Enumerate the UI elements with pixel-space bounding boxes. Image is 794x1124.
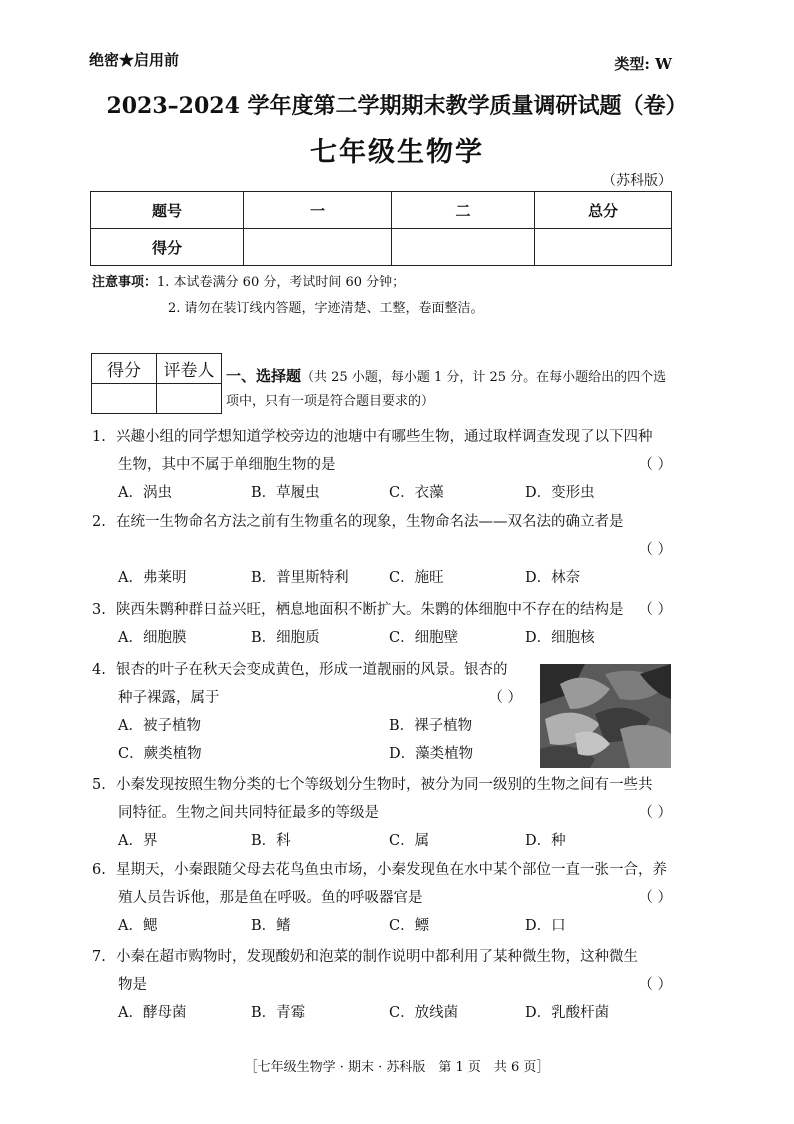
option-a: A．细胞膜 — [118, 630, 187, 646]
score-table-cell: 一 — [244, 192, 392, 229]
question-text-line-1: 小秦在超市购物时，发现酸奶和泡菜的制作说明中都利用了某种微生物，这种微生 — [116, 949, 638, 965]
option-a: A．鳃 — [118, 918, 158, 934]
option-a: A．酵母菌 — [118, 1005, 187, 1021]
options-row — [92, 912, 676, 940]
option-b: B．青霉 — [251, 1005, 306, 1021]
ginkgo-leaves-photo — [540, 664, 671, 768]
options-row — [92, 479, 676, 507]
answer-bracket: （ ） — [638, 977, 672, 993]
option-b: B．草履虫 — [251, 485, 320, 501]
option-b: B．鳍 — [251, 918, 291, 934]
question-number: 1. — [92, 429, 106, 445]
question-number: 7. — [92, 949, 106, 965]
score-table-cell — [244, 229, 392, 266]
option-a: A．界 — [118, 833, 158, 849]
question-text-line-2: 种子裸露，属于 — [118, 690, 220, 706]
option-d: D．种 — [525, 833, 566, 849]
question-text-line-1: 在统一生物命名方法之前有生物重名的现象，生物命名法——双名法的确立者是 — [116, 514, 624, 530]
score-table — [90, 191, 672, 266]
section-description: （共 25 小题，每小题 1 分，计 25 分。在每小题给出的四个选项中，只有一项是符合题目要求的） — [226, 370, 667, 409]
notice-label: 注意事项： — [92, 275, 158, 290]
answer-bracket: （ ） — [638, 805, 672, 821]
option-d: D．林奈 — [525, 570, 581, 586]
question-text-line-1: 银杏的叶子在秋天会变成黄色，形成一道靓丽的风景。银杏的 — [116, 662, 508, 678]
answer-bracket: （ ） — [488, 690, 522, 706]
score-table-cell: 得分 — [91, 229, 244, 266]
question-3 — [92, 596, 676, 652]
question-5 — [92, 771, 676, 855]
option-d: D．藻类植物 — [389, 746, 474, 762]
notice-block — [92, 270, 484, 322]
question-7 — [92, 943, 676, 1027]
question-text-line-2: 殖人员告诉他，那是鱼在呼吸。鱼的呼吸器官是 — [118, 890, 423, 906]
option-c: C．施旺 — [389, 570, 444, 586]
option-c: C．衣藻 — [389, 485, 444, 501]
option-a: A．被子植物 — [118, 718, 201, 734]
notice-line-2: 2. 请勿在装订线内答题，字迹清楚、工整，卷面整洁。 — [168, 301, 484, 316]
option-b: B．细胞质 — [251, 630, 320, 646]
question-text-line-2: 生物，其中不属于单细胞生物的是 — [118, 457, 336, 473]
question-text-line-1: 陕西朱鹮种群日益兴旺，栖息地面积不断扩大。朱鹮的体细胞中不存在的结构是 — [116, 602, 624, 618]
option-d: D．乳酸杆菌 — [525, 1005, 610, 1021]
question-number: 5. — [92, 777, 106, 793]
score-table-cell — [535, 229, 672, 266]
option-d: D．变形虫 — [525, 485, 595, 501]
option-c: C．蕨类植物 — [118, 746, 202, 762]
score-table-cell: 二 — [392, 192, 535, 229]
score-table-cell: 题号 — [91, 192, 244, 229]
section-heading — [226, 364, 676, 414]
option-c: C．放线菌 — [389, 1005, 459, 1021]
option-c: C．属 — [389, 833, 430, 849]
score-table-cell — [392, 229, 535, 266]
options-row — [92, 827, 676, 855]
answer-bracket: （ ） — [638, 602, 672, 618]
score-table-cell: 总分 — [535, 192, 672, 229]
question-4 — [92, 656, 532, 768]
question-number: 4. — [92, 662, 106, 678]
option-b: B．科 — [251, 833, 291, 849]
question-number: 3. — [92, 602, 106, 618]
option-c: C．鳔 — [389, 918, 430, 934]
answer-bracket: （ ） — [638, 890, 672, 906]
option-d: D．细胞核 — [525, 630, 595, 646]
question-text-line-1: 星期天，小秦跟随父母去花鸟鱼虫市场，小秦发现鱼在水中某个部位一直一张一合，养 — [116, 862, 667, 878]
question-number: 6. — [92, 862, 106, 878]
question-1 — [92, 423, 676, 507]
exam-subject: 七年级生物学 — [310, 137, 484, 168]
question-text-line-1: 小秦发现按照生物分类的七个等级划分生物时，被分为同一级别的生物之间有一些共 — [116, 777, 653, 793]
option-d: D．口 — [525, 918, 566, 934]
page-footer: ［七年级生物学 · 期末 · 苏科版 第 1 页 共 6 页］ — [244, 1060, 550, 1075]
grader-score-cell — [92, 384, 157, 414]
question-text-line-2: 同特征。生物之间共同特征最多的等级是 — [118, 805, 379, 821]
options-row — [92, 740, 532, 768]
options-row — [92, 564, 676, 592]
exam-title: 2023–2024 学年度第二学期期末教学质量调研试题（卷） — [106, 93, 688, 119]
section-title: 一、选择题 — [226, 367, 302, 385]
options-row — [92, 624, 676, 652]
option-b: B．裸子植物 — [389, 718, 473, 734]
question-6 — [92, 856, 676, 940]
confidential-label: 绝密★启用前 — [89, 51, 180, 69]
grader-table — [91, 353, 222, 414]
notice-line-1: 1. 本试卷满分 60 分，考试时间 60 分钟； — [157, 275, 406, 290]
grader-reviewer-cell — [157, 384, 222, 414]
option-b: B．普里斯特利 — [251, 570, 349, 586]
options-row — [92, 999, 676, 1027]
option-c: C．细胞壁 — [389, 630, 459, 646]
score-table-score-row — [91, 229, 672, 266]
score-table-header-row — [91, 192, 672, 229]
answer-bracket: （ ） — [638, 457, 672, 473]
option-a: A．涡虫 — [118, 485, 172, 501]
edition-label: （苏科版） — [602, 173, 672, 189]
question-2 — [92, 508, 676, 592]
question-text-line-2: 物是 — [118, 977, 147, 993]
grader-reviewer-label: 评卷人 — [157, 354, 222, 384]
grader-score-label: 得分 — [92, 354, 157, 384]
exam-type-label: 类型: W — [614, 55, 672, 73]
options-row — [92, 712, 532, 740]
question-number: 2. — [92, 514, 106, 530]
option-a: A．弗莱明 — [118, 570, 187, 586]
answer-bracket: （ ） — [638, 542, 672, 558]
question-text-line-1: 兴趣小组的同学想知道学校旁边的池塘中有哪些生物，通过取样调查发现了以下四种 — [116, 429, 653, 445]
